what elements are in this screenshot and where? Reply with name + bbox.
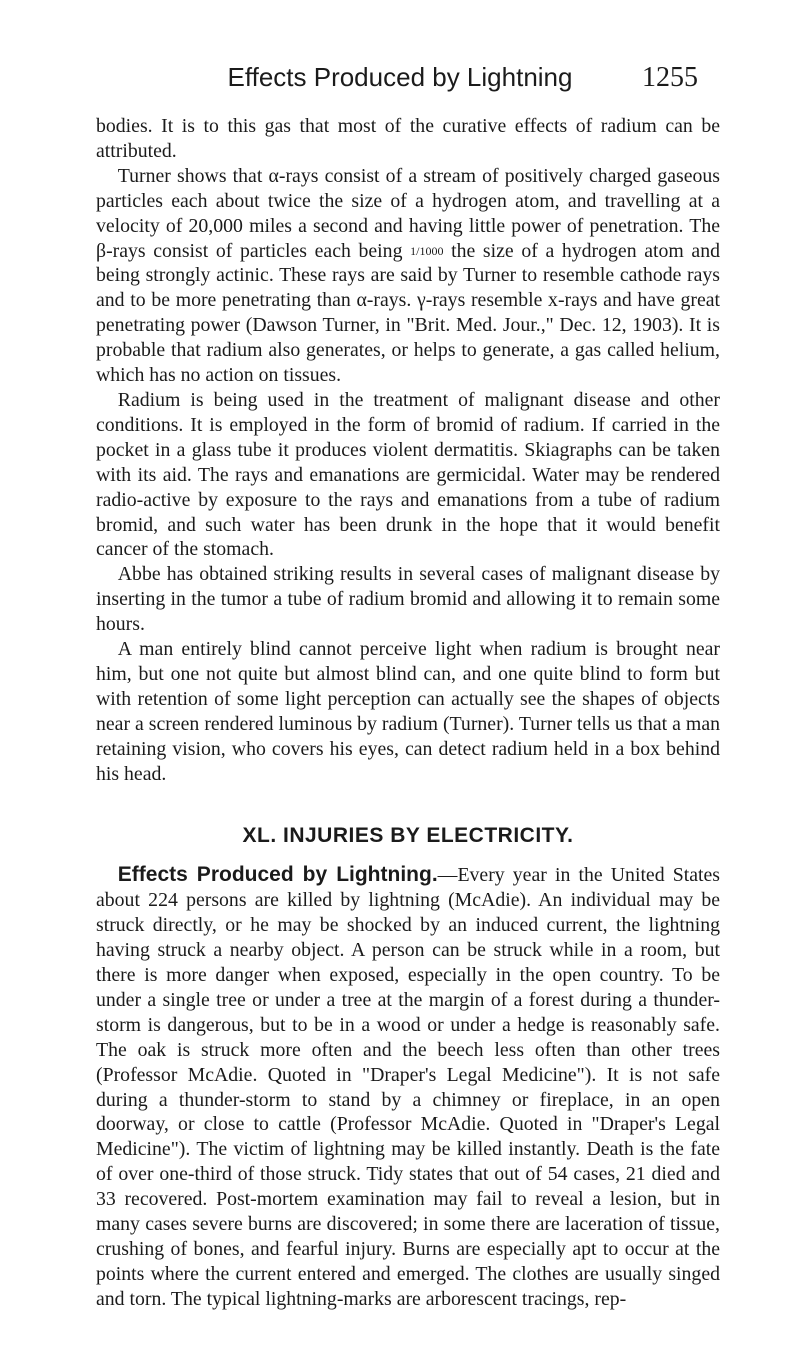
paragraph-lightning	[96, 863, 720, 1311]
rays-text-start: Turner shows that α-rays consist of a stream of positively charged gaseous particles each about twice the size of a hydrogen atom, and travelling at a velocity of 20,000 miles a second and having little power of penetration. The β-rays consist of particles each being	[96, 164, 720, 262]
run-in-heading: Effects Produced by Lightning.	[117, 863, 438, 887]
paragraph-continued: bodies. It is to this gas that most of the curative effects of radium can be attributed.	[96, 115, 720, 162]
running-head	[0, 62, 800, 100]
fraction: 1/1000	[410, 243, 444, 258]
paragraph-radium-treatment: Radium is being used in the treatment of malignant disease and other conditions. It is employed in the form of bromid of radium. If carried in the pocket in a glass tube it produces violent dermatitis. Skiagraphs can be taken with its aid. The rays and emanations are germicidal. Water may be rendered radio-active by exposure to the rays and emanations from a tube of radium bromid, and such water has been drunk in the hope that it would benefit cancer of the stomach.	[96, 388, 720, 561]
paragraph-rays	[96, 164, 720, 388]
section-heading: XL. INJURIES BY ELECTRICITY.	[242, 824, 574, 848]
body-text	[96, 114, 720, 1312]
paragraph-blindness: A man entirely blind cannot perceive light when radium is brought near him, but one not quite but almost blind can, and one quite blind to form but with retention of some light perception can actually see the shapes of objects near a screen rendered luminous by radium (Turner). Turner tells us that a man retaining vision, who covers his eyes, can detect radium held in a box behind his head.	[96, 638, 720, 785]
running-head-title: Effects Produced by Lightning	[227, 62, 573, 92]
page-number: 1255	[642, 62, 698, 93]
paragraph-abbe: Abbe has obtained striking results in several cases of malignant disease by inserting in the tumor a tube of radium bromid and allowing it to remain some hours.	[96, 563, 720, 636]
lightning-text: —Every year in the United States about 224 persons are killed by lightning (McAdie). An individual may be struck directly, or he may be shocked by an induced current, the lightning having struck a nearby object. A person can be struck while in a room, but there is more danger when exposed, especially in the open country. To be under a single tree or under a tree at the margin of a forest during a thunder-storm is dangerous, but to be in a wood or under a hedge is reasonably safe. The oak is struck more often and the beech less often than other trees (Professor McAdie. Quoted in "Draper's Legal Medicine"). It is not safe during a thunder-storm to stand by a chimney or fireplace, in an open doorway, or close to cattle (Professor McAdie. Quoted in "Draper's Legal Medicine"). The victim of lightning may be killed instantly. Death is the fate of over one-third of those struck. Tidy states that out of 54 cases, 21 died and 33 recovered. Post-mortem examination may fail to reveal a lesion, but in many cases severe burns are discovered; in some there are laceration of tissue, crushing of bones, and fearful injury. Burns are especially apt to occur at the points where the current entered and emerged. The clothes are usually singed and torn. The typical lightning-marks are arborescent tracings, rep-	[96, 864, 720, 1310]
rays-text-end: the size of a hydrogen atom and being strongly actinic. These rays are said by Turner to resemble cathode rays and to be more penetrating than α-rays. γ-rays resemble x-rays and have great penetrating power (Dawson Turner, in "Brit. Med. Jour.," Dec. 12, 1903). It is probable that radium also generates, or helps to generate, a gas called helium, which has no action on tissues.	[96, 239, 720, 387]
